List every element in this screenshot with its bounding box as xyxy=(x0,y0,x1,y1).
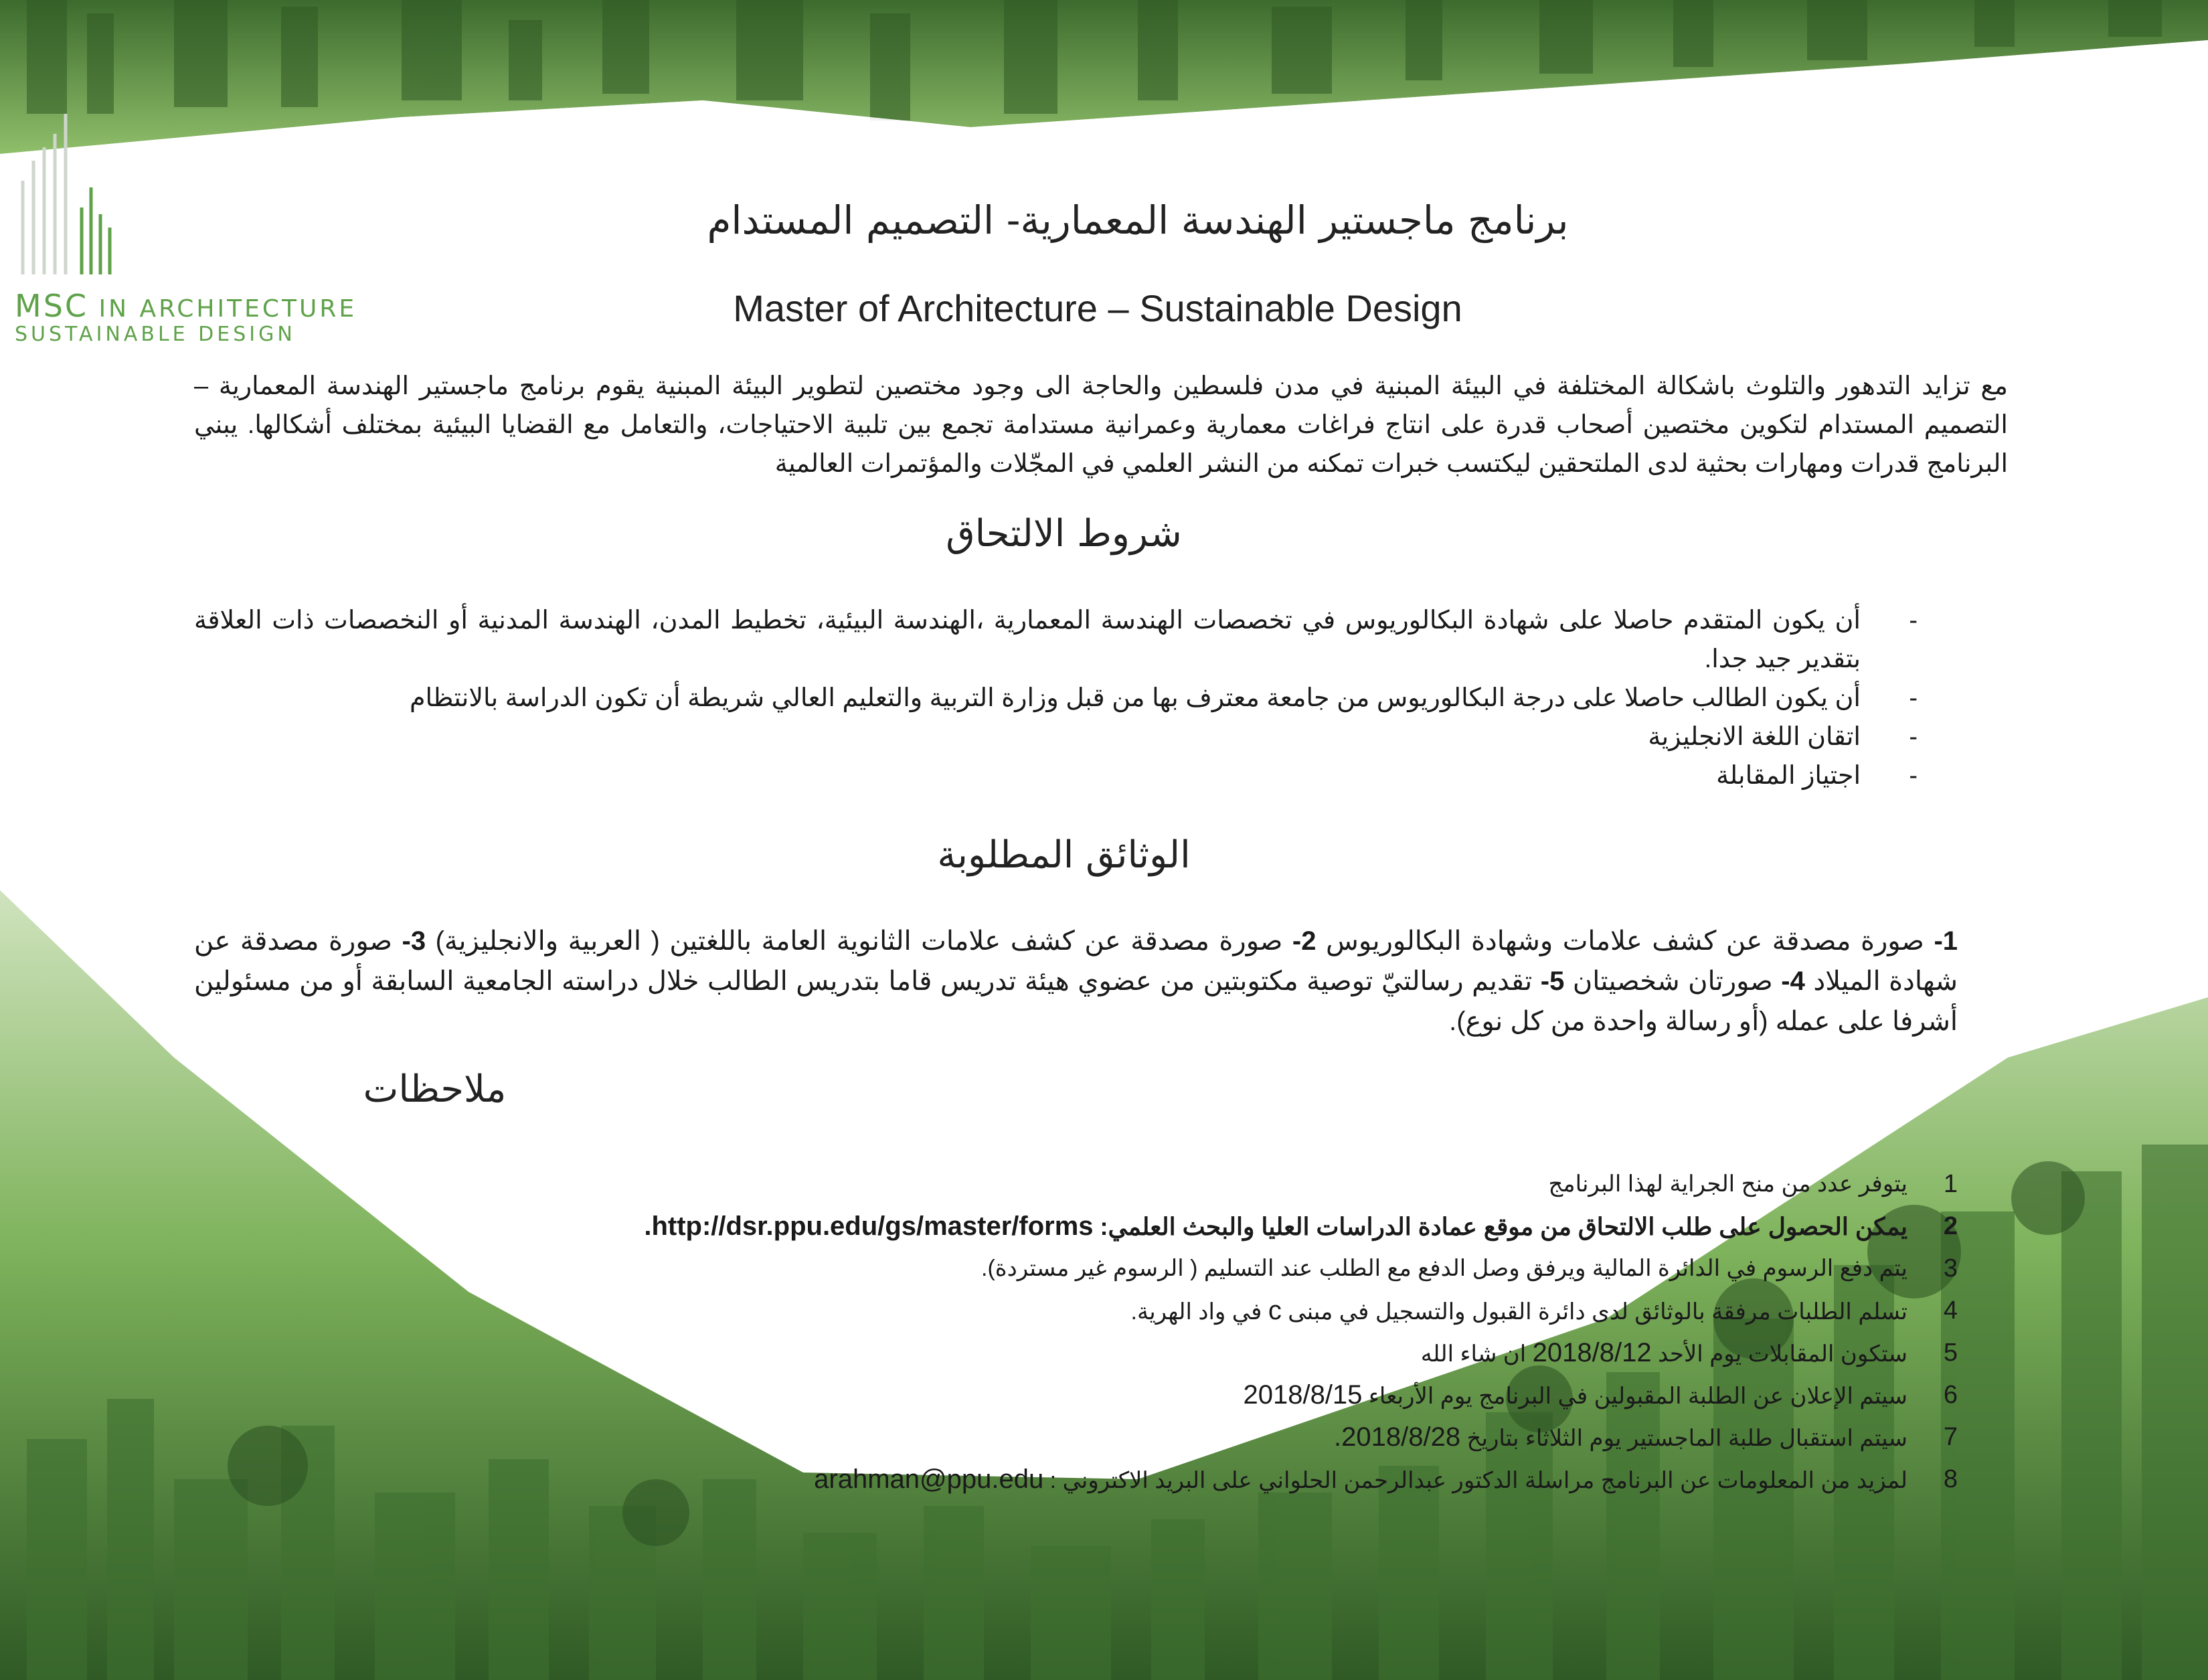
list-item: - أن يكون الطالب حاصلا على درجة البكالوريوس من جامعة معترف بها من قبل وزارة التربية والتعليم العالي شريطة أن تكون الدراسة بالانتظام xyxy=(410,684,1918,712)
list-item: 4 تسلم الطلبات مرفقة بالوثائق لدى دائرة القبول والتسجيل في مبنى c في واد الهرية. xyxy=(1130,1296,1958,1325)
logo-subtitle: SUSTAINABLE DESIGN xyxy=(15,323,296,346)
conditions-heading: شروط الالتحاق xyxy=(946,512,1182,556)
list-item: 1 يتوفر عدد من منح الجراية لهذا البرنامج xyxy=(1548,1170,1958,1198)
list-item: - اتقان اللغة الانجليزية xyxy=(1648,723,1918,751)
notes-list xyxy=(469,1163,1958,1501)
list-item: 7 سيتم استقبال طلبة الماجستير يوم الثلاثاء بتاريخ 2018/8/28. xyxy=(1334,1422,1958,1452)
list-item: 2 يمكن الحصول على طلب الالتحاق من موقع عمادة الدراسات العليا والبحث العلمي: http://dsr.ppu.edu/gs/master/forms. xyxy=(644,1211,1958,1241)
list-item: - أن يكون المتقدم حاصلا على شهادة البكالوريوس في تخصصات الهندسة المعمارية ،الهندسة البيئية، تخطيط المدن، الهندسة المدنية أو النخصصات ذات العلاقة بتقدير جيد جدا. xyxy=(194,606,1918,673)
logo-title: MSC IN ARCHITECTURE xyxy=(15,288,357,324)
documents-paragraph: 1- صورة مصدقة عن كشف علامات وشهادة البكالوريوس 2- صورة مصدقة عن كشف علامات الثانوية العامة باللغتين ( العربية والانجليزية) 3- صورة مصدقة عن شهادة الميلاد 4- صورتان شخصيتان 5- تقديم رسالتيّ توصية مكتوبتين من عضوي هيئة تدريس قاما بتدريس الطالب خلال دراسته الجامعية السابقة أو من مسئولين أشرفا على عمله (أو رسالة واحدة من كل نوع). xyxy=(194,926,1958,1036)
notes-heading: ملاحظات xyxy=(363,1068,507,1111)
forms-link[interactable]: http://dsr.ppu.edu/gs/master/forms. xyxy=(644,1211,1094,1241)
msc-logo xyxy=(15,107,357,346)
title-english: Master of Architecture – Sustainable Design xyxy=(733,287,1462,329)
list-item: 3 يتم دفع الرسوم في الدائرة المالية ويرفق وصل الدفع مع الطلب عند التسليم ( الرسوم غير مستردة). xyxy=(981,1254,1958,1282)
documents-heading: الوثائق المطلوبة xyxy=(937,833,1191,877)
city-buildings-icon xyxy=(15,107,135,281)
intro-paragraph: مع تزايد التدهور والتلوث باشكالة المختلفة في البيئة المبنية في مدن فلسطين والحاجة الى وجود مختصين لتطوير البيئة المبنية يقوم برنامج ماجستير الهندسة المعمارية – التصميم المستدام لتكوين مختصين أصحاب قدرة على انتاج فراغات معمارية وعمرانية مستدامة تجمع بين تلبية الاحتياجات، والتعامل مع القضايا البيئية بمختلف أشكالها. يبني البرنامج قدرات ومهارات بحثية لدى الملتحقين ليكتسب خبرات تمكنه من النشر العلمي في المجّلات والمؤتمرات العالمية xyxy=(194,372,2008,478)
list-item: 6 سيتم الإعلان عن الطلبة المقبولين في البرنامج يوم الأربعاء 2018/8/15 xyxy=(1243,1380,1958,1410)
conditions-list xyxy=(194,601,1918,795)
email-link[interactable]: arahman@ppu.edu xyxy=(814,1464,1044,1494)
title-arabic: برنامج ماجستير الهندسة المعمارية- التصميم المستدام xyxy=(707,197,1569,243)
list-item: 8 لمزيد من المعلومات عن البرنامج مراسلة الدكتور عبدالرحمن الحلواني على البريد الاكتروني : arahman@ppu.edu xyxy=(814,1464,1958,1494)
list-item: 5 ستكون المقابلات يوم الأحد 2018/8/12 ان شاء الله xyxy=(1420,1338,1958,1367)
list-item: - اجتياز المقابلة xyxy=(1716,762,1918,790)
